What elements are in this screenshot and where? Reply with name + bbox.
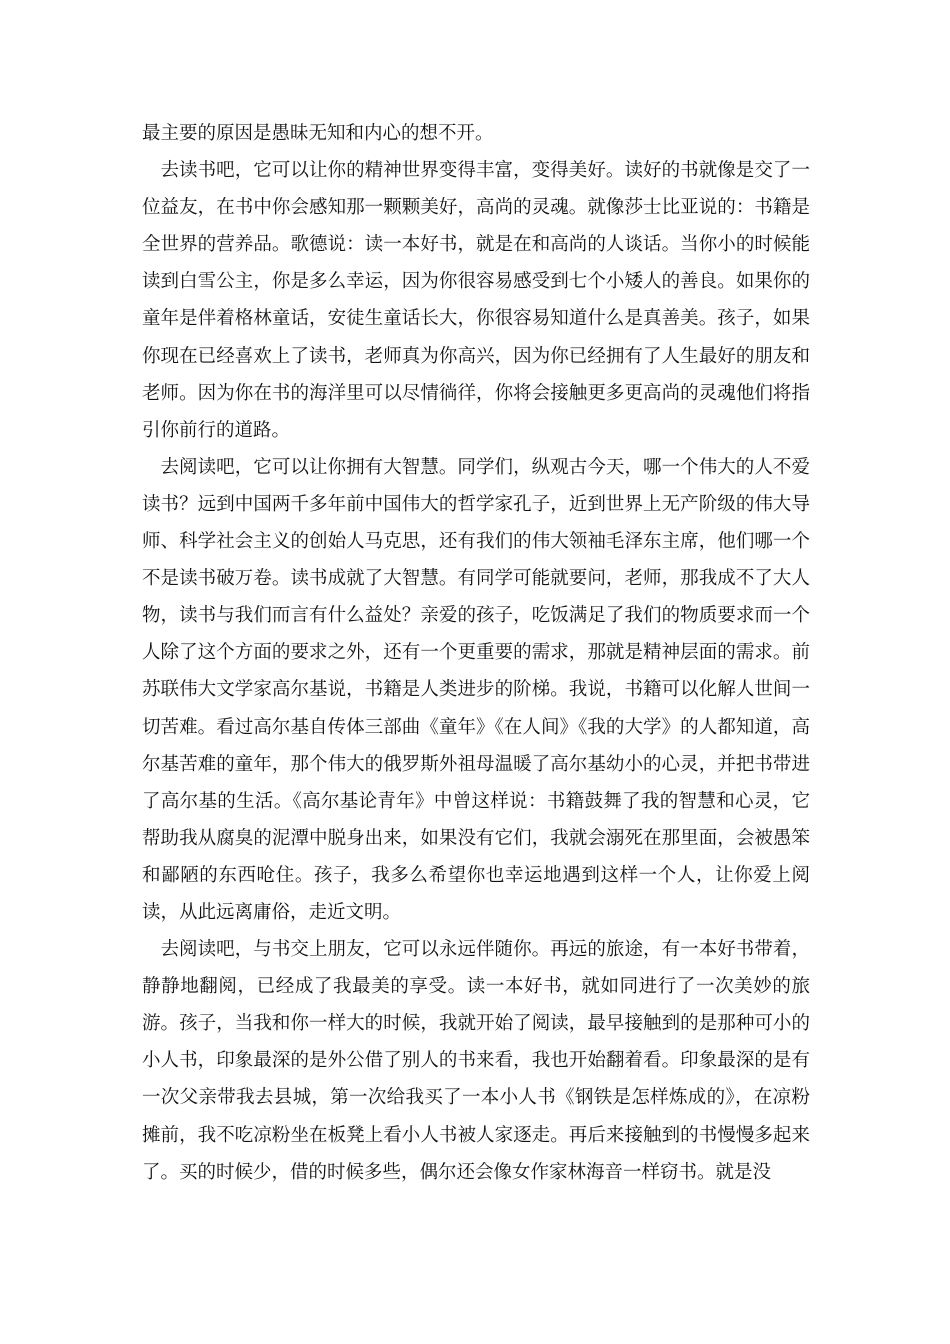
paragraph-wisdom: 去阅读吧，它可以让你拥有大智慧。同学们，纵观古今天，哪一个伟大的人不爱读书？远到中国两千多年前中国伟大的哲学家孔子，近到世界上无产阶级的伟大导师、科学社会主义的创始人马克思，还有我们的伟大领袖毛泽东主席，他们哪一个不是读书破万卷。读书成就了大智慧。有同学可能就要问，老师，那我成不了大人物，读书与我们而言有什么益处？亲爱的孩子，吃饭满足了我们的物质要求而一个人除了这个方面的要求之外，还有一个更重要的需求，那就是精神层面的需求。前苏联伟大文学家高尔基说，书籍是人类进步的阶梯。我说，书籍可以化解人世间一切苦难。看过高尔基自传体三部曲《童年》《在人间》《我的大学》的人都知道，高尔基苦难的童年，那个伟大的俄罗斯外祖母温暖了高尔基幼小的心灵，并把书带进了高尔基的生活。《高尔基论青年》中曾这样说：书籍鼓舞了我的智慧和心灵，它帮助我从腐臭的泥潭中脱身出来，如果没有它们，我就会溺死在那里面，会被愚笨和鄙陋的东西呛住。孩子，我多么希望你也幸运地遇到这样一个人，让你爱上阅读，从此远离庸俗，走近文明。 — [142, 456, 810, 923]
paragraph-read-books: 去读书吧，它可以让你的精神世界变得丰富，变得美好。读好的书就像是交了一位益友，在书中你会感知那一颗颗美好，高尚的灵魂。就像莎士比亚说的：书籍是全世界的营养品。歌德说：读一本好书，就是在和高尚的人谈话。当你小的时候能读到白雪公主，你是多么幸运，因为你很容易感受到七个小矮人的善良。如果你的童年是伴着格林童话，安徒生童话长大，你很容易知道什么是真善美。孩子，如果你现在已经喜欢上了读书，老师真为你高兴，因为你已经拥有了人生最好的朋友和老师。因为你在书的海洋里可以尽情徜徉，你将会接触更多更高尚的灵魂他们将指引你前行的道路。 — [142, 160, 810, 441]
paragraph-continuation: 最主要的原因是愚昧无知和内心的想不开。 — [142, 123, 494, 144]
body-text — [142, 115, 810, 1191]
paragraph-friendship: 去阅读吧，与书交上朋友，它可以永远伴随你。再远的旅途，有一本好书带着，静静地翻阅，已经成了我最美的享受。读一本好书，就如同进行了一次美妙的旅游。孩子，当我和你一样大的时候，我就开始了阅读，最早接触到的是那种可小的小人书，印象最深的是外公借了别人的书来看，我也开始翻着看。印象最深的是有一次父亲带我去县城，第一次给我买了一本小人书《钢铁是怎样炼成的》，在凉粉摊前，我不吃凉粉坐在板凳上看小人书被人家逐走。再后来接触到的书慢慢多起来了。买的时候少，借的时候多些，偶尔还会像女作家林海音一样窃书。就是没 — [142, 939, 810, 1183]
